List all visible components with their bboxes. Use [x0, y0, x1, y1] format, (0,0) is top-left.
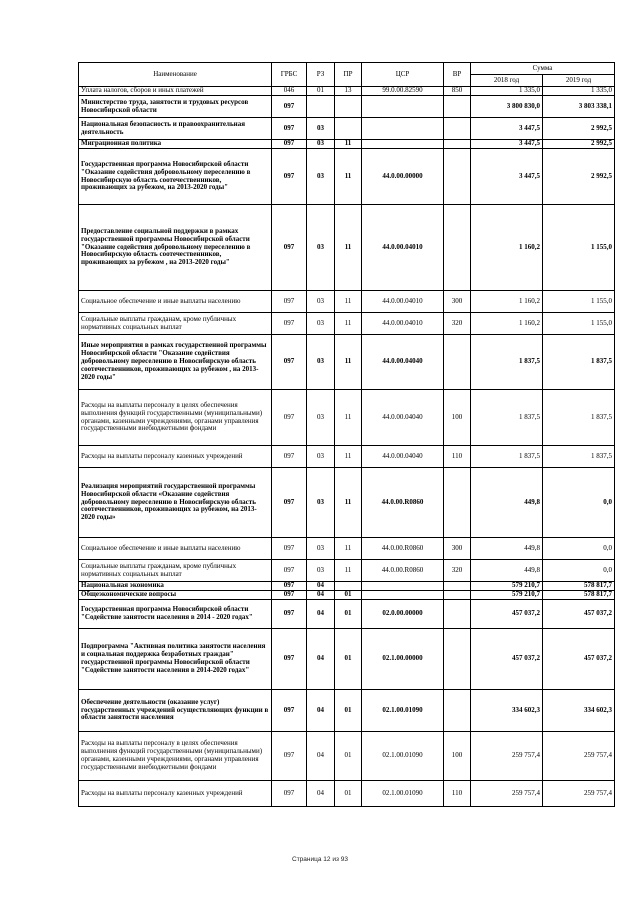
row-pr: 11: [335, 335, 362, 390]
row-pr: 11: [335, 468, 362, 538]
table-row: [79, 87, 615, 96]
row-rz: 03: [307, 291, 335, 313]
header-rz: РЗ: [307, 63, 335, 87]
row-value-2019: 334 602,3: [543, 690, 615, 732]
row-vr: [444, 600, 471, 629]
row-name: Социальное обеспечение и иные выплаты населению: [79, 538, 272, 560]
table-row: [79, 600, 615, 629]
row-value-2018: 457 037,2: [471, 600, 543, 629]
row-value-2018: 579 210,7: [471, 591, 543, 600]
row-grbs: 046: [272, 87, 307, 96]
row-grbs: 097: [272, 335, 307, 390]
row-value-2019: 259 757,4: [543, 781, 615, 807]
header-grbs: ГРБС: [272, 63, 307, 87]
header-pr: ПР: [335, 63, 362, 87]
row-vr: [444, 205, 471, 291]
row-value-2019: 0,0: [543, 560, 615, 582]
row-vr: [444, 591, 471, 600]
row-name: Социальные выплаты гражданам, кроме публичных нормативных социальных выплат: [79, 560, 272, 582]
row-rz: 03: [307, 446, 335, 468]
row-csr: 44.0.00.00000: [362, 149, 444, 205]
row-pr: 13: [335, 87, 362, 96]
table-row: [79, 560, 615, 582]
row-csr: 02.1.00.01090: [362, 732, 444, 781]
row-vr: 320: [444, 313, 471, 335]
row-vr: [444, 149, 471, 205]
header-year-2018: 2018 год: [471, 75, 543, 87]
row-name: Расходы на выплаты персоналу в целях обеспечения выполнения функций государственными (муниципальными) органами, казенными учреждениями, органами управления государственными внебюджетными фондами: [79, 390, 272, 446]
row-vr: [444, 582, 471, 591]
row-rz: [307, 96, 335, 118]
row-vr: 100: [444, 732, 471, 781]
row-pr: [335, 582, 362, 591]
row-name: Социальные выплаты гражданам, кроме публичных нормативных социальных выплат: [79, 313, 272, 335]
table-row: [79, 96, 615, 118]
row-csr: 44.0.00.04010: [362, 291, 444, 313]
row-csr: 02.0.00.00000: [362, 600, 444, 629]
row-pr: 11: [335, 140, 362, 149]
row-value-2018: 1 160,2: [471, 313, 543, 335]
row-grbs: 097: [272, 96, 307, 118]
table-row: [79, 629, 615, 690]
row-name: Общеэкономические вопросы: [79, 591, 272, 600]
row-grbs: 097: [272, 291, 307, 313]
table-row: [79, 335, 615, 390]
row-csr: [362, 140, 444, 149]
header-name: Наименование: [79, 63, 272, 87]
header-vr: ВР: [444, 63, 471, 87]
row-grbs: 097: [272, 205, 307, 291]
row-csr: 99.0.00.82590: [362, 87, 444, 96]
row-csr: 44.0.00.04040: [362, 335, 444, 390]
row-value-2019: 578 817,7: [543, 582, 615, 591]
row-value-2019: 1 155,0: [543, 205, 615, 291]
row-vr: 100: [444, 390, 471, 446]
row-grbs: 097: [272, 313, 307, 335]
row-name: Иные мероприятия в рамках государственной программы Новосибирской области "Оказание содействия добровольному переселению в Новосибирскую область соотечественников, проживающих за рубежом , на 2013-2020 годы": [79, 335, 272, 390]
row-rz: 03: [307, 538, 335, 560]
row-value-2018: 1 837,5: [471, 335, 543, 390]
row-value-2018: 457 037,2: [471, 629, 543, 690]
row-csr: 44.0.00.04010: [362, 313, 444, 335]
table-row: [79, 313, 615, 335]
row-value-2019: 259 757,4: [543, 732, 615, 781]
row-csr: 44.0.00.04040: [362, 446, 444, 468]
table-row: [79, 390, 615, 446]
row-value-2019: 2 992,5: [543, 149, 615, 205]
row-rz: 03: [307, 118, 335, 140]
row-value-2018: 3 447,5: [471, 118, 543, 140]
row-csr: [362, 582, 444, 591]
row-rz: 03: [307, 560, 335, 582]
row-rz: 04: [307, 629, 335, 690]
row-rz: 03: [307, 149, 335, 205]
row-csr: [362, 591, 444, 600]
row-vr: [444, 690, 471, 732]
row-pr: 01: [335, 690, 362, 732]
row-pr: 11: [335, 538, 362, 560]
row-vr: [444, 118, 471, 140]
table-row: [79, 591, 615, 600]
row-grbs: 097: [272, 732, 307, 781]
table-row: [79, 690, 615, 732]
row-value-2019: 1 837,5: [543, 446, 615, 468]
row-name: Реализация мероприятий государственной программы Новосибирской области «Оказание содействия добровольному переселению в Новосибирскую область соотечественников, проживающих за рубежом, на 2013-2020 годы»: [79, 468, 272, 538]
row-value-2019: 3 803 338,1: [543, 96, 615, 118]
header-year-2019: 2019 год: [543, 75, 615, 87]
row-grbs: 097: [272, 538, 307, 560]
table-row: [79, 538, 615, 560]
header-csr: ЦСР: [362, 63, 444, 87]
row-value-2018: 3 447,5: [471, 149, 543, 205]
row-name: Государственная программа Новосибирской области "Содействие занятости населения в 2014 - 2020 годах": [79, 600, 272, 629]
row-vr: 110: [444, 446, 471, 468]
row-rz: 03: [307, 390, 335, 446]
row-vr: [444, 140, 471, 149]
row-value-2019: 1 837,5: [543, 390, 615, 446]
row-name: Министерство труда, занятости и трудовых ресурсов Новосибирской области: [79, 96, 272, 118]
row-rz: 03: [307, 468, 335, 538]
row-pr: 11: [335, 313, 362, 335]
row-rz: 03: [307, 205, 335, 291]
row-name: Уплата налогов, сборов и иных платежей: [79, 87, 272, 96]
row-vr: 850: [444, 87, 471, 96]
table-row: [79, 149, 615, 205]
row-value-2018: 449,8: [471, 560, 543, 582]
row-name: Национальная безопасность и правоохранительная деятельность: [79, 118, 272, 140]
row-grbs: 097: [272, 591, 307, 600]
row-value-2018: 1 837,5: [471, 446, 543, 468]
table-row: [79, 781, 615, 807]
table-row: [79, 582, 615, 591]
row-csr: 44.0.00.04010: [362, 205, 444, 291]
row-pr: 01: [335, 600, 362, 629]
row-csr: 02.1.00.00000: [362, 629, 444, 690]
row-grbs: 097: [272, 140, 307, 149]
table-row: [79, 446, 615, 468]
row-pr: [335, 96, 362, 118]
row-pr: 01: [335, 591, 362, 600]
row-value-2019: 2 992,5: [543, 140, 615, 149]
table-row: [79, 140, 615, 149]
table-row: [79, 205, 615, 291]
row-vr: 300: [444, 291, 471, 313]
row-csr: 02.1.00.01090: [362, 690, 444, 732]
row-value-2019: 578 817,7: [543, 591, 615, 600]
row-value-2019: 0,0: [543, 468, 615, 538]
table-row: [79, 291, 615, 313]
row-vr: 110: [444, 781, 471, 807]
row-csr: 44.0.00.R0860: [362, 560, 444, 582]
row-grbs: 097: [272, 390, 307, 446]
row-name: Обеспечение деятельности (оказание услуг) государственных учреждений осуществляющих функции в области занятости населения: [79, 690, 272, 732]
row-pr: 01: [335, 781, 362, 807]
row-pr: [335, 118, 362, 140]
row-value-2018: 1 160,2: [471, 291, 543, 313]
row-vr: [444, 335, 471, 390]
row-value-2019: 1 335,0: [543, 87, 615, 96]
row-csr: 44.0.00.R0860: [362, 468, 444, 538]
row-value-2018: 3 800 830,0: [471, 96, 543, 118]
row-rz: 04: [307, 690, 335, 732]
budget-table: [78, 62, 615, 807]
row-value-2019: 1 837,5: [543, 335, 615, 390]
row-name: Миграционная политика: [79, 140, 272, 149]
row-rz: 04: [307, 600, 335, 629]
row-csr: [362, 118, 444, 140]
row-pr: 11: [335, 446, 362, 468]
row-vr: 320: [444, 560, 471, 582]
table-row: [79, 732, 615, 781]
row-pr: 11: [335, 205, 362, 291]
row-name: Социальное обеспечение и иные выплаты населению: [79, 291, 272, 313]
row-value-2018: 259 757,4: [471, 781, 543, 807]
row-pr: 01: [335, 629, 362, 690]
row-rz: 03: [307, 313, 335, 335]
row-value-2019: 457 037,2: [543, 600, 615, 629]
row-csr: [362, 96, 444, 118]
row-grbs: 097: [272, 149, 307, 205]
row-value-2018: 334 602,3: [471, 690, 543, 732]
row-grbs: 097: [272, 690, 307, 732]
row-value-2019: 1 155,0: [543, 313, 615, 335]
row-grbs: 097: [272, 468, 307, 538]
row-rz: 04: [307, 781, 335, 807]
table-row: [79, 468, 615, 538]
row-value-2019: 0,0: [543, 538, 615, 560]
row-grbs: 097: [272, 600, 307, 629]
row-value-2018: 1 335,0: [471, 87, 543, 96]
row-grbs: 097: [272, 781, 307, 807]
row-value-2019: 457 037,2: [543, 629, 615, 690]
row-name: Национальная экономика: [79, 582, 272, 591]
row-pr: 11: [335, 291, 362, 313]
row-name: Расходы на выплаты персоналу в целях обеспечения выполнения функций государственными (муниципальными) органами, казенными учреждениями, органами управления государственными внебюджетными фондами: [79, 732, 272, 781]
row-rz: 04: [307, 732, 335, 781]
row-value-2019: 2 992,5: [543, 118, 615, 140]
row-name: Предоставление социальной поддержки в рамках государственной программы Новосибирской области "Оказание содействия добровольному переселению в Новосибирскую область соотечественников, проживающих за рубежом , на 2013-2020 годы": [79, 205, 272, 291]
row-grbs: 097: [272, 629, 307, 690]
row-name: Расходы на выплаты персоналу казенных учреждений: [79, 446, 272, 468]
row-grbs: 097: [272, 446, 307, 468]
row-vr: 300: [444, 538, 471, 560]
row-pr: 11: [335, 560, 362, 582]
row-vr: [444, 629, 471, 690]
table-row: [79, 118, 615, 140]
row-value-2018: 1 160,2: [471, 205, 543, 291]
row-value-2018: 1 837,5: [471, 390, 543, 446]
row-value-2019: 1 155,0: [543, 291, 615, 313]
row-value-2018: 449,8: [471, 468, 543, 538]
row-value-2018: 579 210,7: [471, 582, 543, 591]
row-value-2018: 449,8: [471, 538, 543, 560]
page-footer: Страница 12 из 93: [292, 856, 348, 863]
row-pr: 11: [335, 149, 362, 205]
row-vr: [444, 96, 471, 118]
row-name: Подпрограмма "Активная политика занятости населения и социальная поддержка безработных граждан" государственной программы Новосибирской области "Содействие занятости населения в 2014-2020 годах": [79, 629, 272, 690]
row-grbs: 097: [272, 560, 307, 582]
row-rz: 04: [307, 591, 335, 600]
row-rz: 01: [307, 87, 335, 96]
row-value-2018: 259 757,4: [471, 732, 543, 781]
row-rz: 03: [307, 140, 335, 149]
row-pr: 01: [335, 732, 362, 781]
row-csr: 02.1.00.01090: [362, 781, 444, 807]
row-rz: 04: [307, 582, 335, 591]
row-rz: 03: [307, 335, 335, 390]
row-grbs: 097: [272, 582, 307, 591]
row-name: Расходы на выплаты персоналу казенных учреждений: [79, 781, 272, 807]
header-sum: Сумма: [471, 63, 615, 75]
row-csr: 44.0.00.R0860: [362, 538, 444, 560]
row-value-2018: 3 447,5: [471, 140, 543, 149]
row-grbs: 097: [272, 118, 307, 140]
row-name: Государственная программа Новосибирской области "Оказание содействия добровольному переселению в Новосибирскую область соотечественников, проживающих за рубежом, на 2013-2020 годы": [79, 149, 272, 205]
row-csr: 44.0.00.04040: [362, 390, 444, 446]
row-pr: 11: [335, 390, 362, 446]
row-vr: [444, 468, 471, 538]
table-body: [79, 87, 615, 807]
